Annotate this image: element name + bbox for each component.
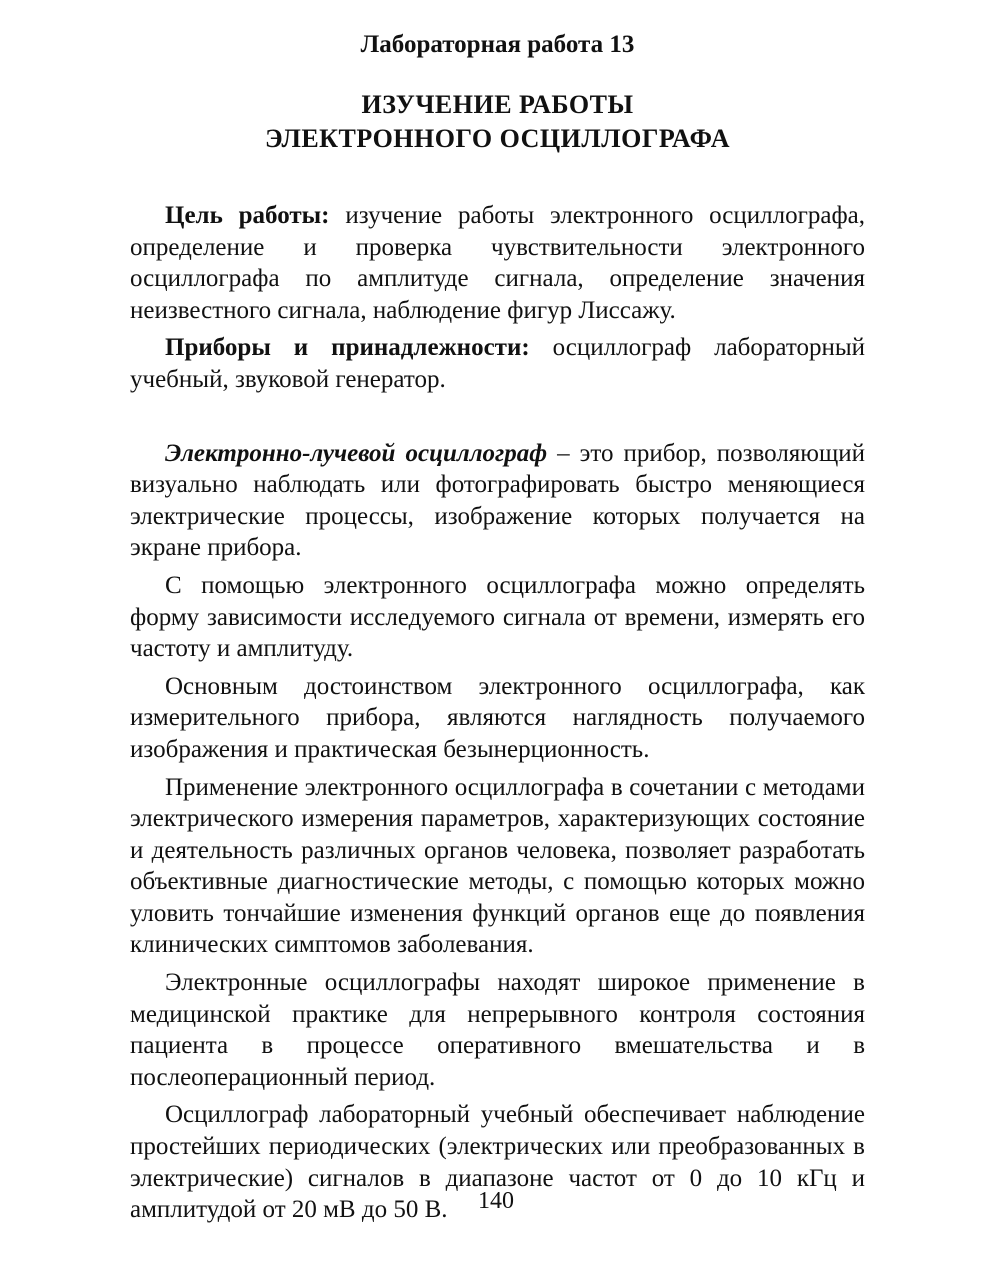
goal-paragraph: [130, 200, 865, 326]
main-title-line-2: ЭЛЕКТРОННОГО ОСЦИЛЛОГРАФА: [264, 124, 731, 153]
section-spacer: [130, 402, 865, 438]
page-number: 140: [478, 1188, 514, 1214]
main-title: [130, 88, 865, 156]
body-paragraph-5: Осциллограф лабораторный учебный обеспечивает наблюдение простейших периодических (электрических или преобразованных в электрические) сигналов в диапазоне частот от 0 до 10 кГц и амплитудой от 20 мВ до 50 В.: [130, 1101, 865, 1224]
intro-term: Электронно-лучевой осциллограф: [165, 439, 548, 467]
body-paragraph-3: Применение электронного осциллографа в сочетании с методами электрического измерения параметров, характеризующих состояние и деятельность различных органов человека, позволяет разработать объективные диагностические методы, с помощью которых можно уловить тончайшие изменения функций органов еще до появления клинических симптомов заболевания.: [130, 773, 865, 959]
goal-label: Цель работы:: [165, 202, 330, 229]
goal-text: изучение работы электронного осциллографа, определение и проверка чувствительности электронного осциллографа по амплитуде сигнала, определение значения неизвестного сигнала, наблюдение фигур Лиссажу.: [130, 202, 865, 324]
body-paragraph-4: Электронные осциллографы находят широкое применение в медицинской практике для непрерывного контроля состояния пациента в процессе оперативного вмешательства и в послеоперационный период.: [130, 969, 865, 1091]
page: [130, 28, 865, 1232]
main-title-line-1: ИЗУЧЕНИЕ РАБОТЫ: [361, 90, 634, 119]
intro-paragraph: [130, 438, 865, 564]
body-paragraph-1: С помощью электронного осциллографа можно определять форму зависимости исследуемого сигнала от времени, измерять его частоту и амплитуду.: [130, 571, 865, 663]
body-paragraph-2: Основным достоинством электронного осциллографа, как измерительного прибора, являются наглядность получаемого изображения и практическая безынерционность.: [130, 672, 865, 763]
equipment-text: осциллограф лабораторный учебный, звуковой генератор.: [130, 334, 865, 393]
lab-title: Лабораторная работа 13: [360, 31, 635, 58]
equipment-label: Приборы и принадлежности:: [165, 334, 530, 362]
equipment-paragraph: [130, 332, 865, 395]
intro-text: – это прибор, позволяющий визуально наблюдать или фотографировать быстро меняющиеся электрические процессы, изображение которых получается на экране прибора.: [130, 439, 865, 562]
